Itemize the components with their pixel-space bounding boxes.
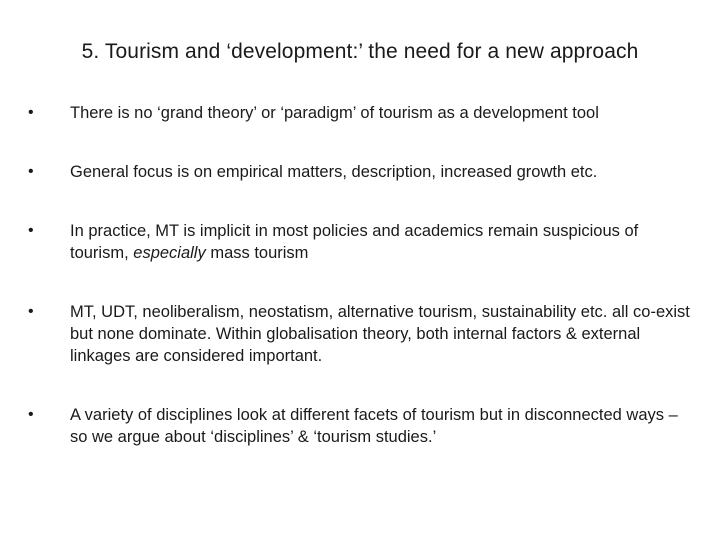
bullet-item-5 (28, 404, 692, 448)
bullet-text-3-end: mass tourism (205, 244, 309, 262)
bullet-item-3 (28, 220, 692, 264)
bullet-point-icon: • (28, 303, 34, 320)
bullet-text-2: General focus is on empirical matters, description, increased growth etc. (70, 163, 598, 181)
bullet-point-icon: • (28, 406, 34, 423)
bullet-text-5: A variety of disciplines look at different facets of tourism but in disconnected ways – so we argue about ‘disciplines’ & ‘tourism studies.’ (70, 406, 678, 446)
bullet-point-icon: • (28, 222, 34, 239)
bullet-text-3 (70, 220, 692, 264)
bullet-point-icon: • (28, 104, 34, 121)
slide-title: 5. Tourism and ‘development:’ the need for a new approach (81, 40, 639, 63)
bullet-point-icon: • (28, 163, 34, 180)
bullet-text-3-start: In practice, MT is implicit in most policies and academics remain suspicious of tourism, (70, 222, 639, 262)
bullet-text-1: There is no ‘grand theory’ or ‘paradigm’ of tourism as a development tool (70, 104, 599, 122)
bullet-item-2 (28, 161, 692, 183)
bullet-text-3-emphasis: especially (133, 244, 206, 262)
bullet-item-1 (28, 102, 692, 124)
bullet-item-4 (28, 301, 692, 367)
bullet-text-4: MT, UDT, neoliberalism, neostatism, alternative tourism, sustainability etc. all co-exist but none dominate. Within globalisation theory, both internal factors & external linkages are considered important. (70, 303, 690, 365)
